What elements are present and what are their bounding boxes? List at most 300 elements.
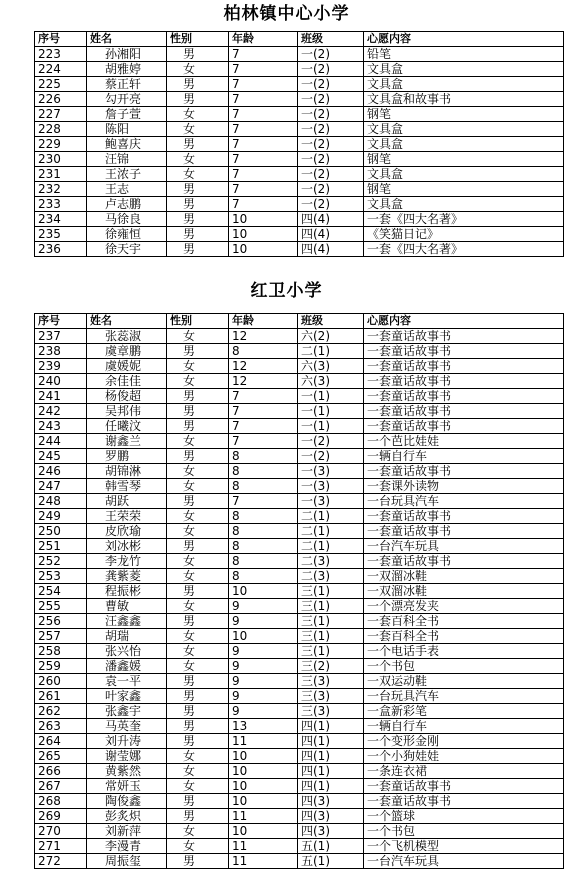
name-cell: 程振彬 xyxy=(87,584,167,599)
sex-cell: 女 xyxy=(167,122,229,137)
column-header: 性别 xyxy=(167,32,229,47)
name-cell: 任曦汶 xyxy=(87,419,167,434)
table-row xyxy=(35,734,564,749)
class-cell: 一(2) xyxy=(298,182,364,197)
name-cell: 周振玺 xyxy=(87,854,167,869)
name-cell: 韩雪琴 xyxy=(87,479,167,494)
class-cell: 四(4) xyxy=(298,212,364,227)
sex-cell: 男 xyxy=(167,704,229,719)
name-cell: 陶俊鑫 xyxy=(87,794,167,809)
column-header: 心愿内容 xyxy=(364,32,564,47)
wish-cell: 一个书包 xyxy=(364,824,564,839)
age-cell: 8 xyxy=(229,464,298,479)
serial-number-cell: 263 xyxy=(35,719,87,734)
sex-cell: 男 xyxy=(167,689,229,704)
table-row xyxy=(35,122,564,137)
wish-cell: 一套《四大名著》 xyxy=(364,242,564,257)
class-cell: 四(1) xyxy=(298,764,364,779)
age-cell: 9 xyxy=(229,689,298,704)
sex-cell: 女 xyxy=(167,824,229,839)
class-cell: 三(3) xyxy=(298,704,364,719)
table-row xyxy=(35,242,564,257)
class-cell: 一(2) xyxy=(298,197,364,212)
sex-cell: 女 xyxy=(167,374,229,389)
age-cell: 10 xyxy=(229,749,298,764)
class-cell: 五(1) xyxy=(298,854,364,869)
name-cell: 袁一平 xyxy=(87,674,167,689)
wish-cell: 一套童话故事书 xyxy=(364,329,564,344)
wish-cell: 一个变形金刚 xyxy=(364,734,564,749)
age-cell: 7 xyxy=(229,389,298,404)
sex-cell: 女 xyxy=(167,659,229,674)
sex-cell: 男 xyxy=(167,719,229,734)
age-cell: 7 xyxy=(229,404,298,419)
sex-cell: 女 xyxy=(167,644,229,659)
serial-number-cell: 249 xyxy=(35,509,87,524)
sex-cell: 女 xyxy=(167,464,229,479)
serial-number-cell: 251 xyxy=(35,539,87,554)
table-row xyxy=(35,329,564,344)
name-cell: 王浓子 xyxy=(87,167,167,182)
wish-cell: 文具盒 xyxy=(364,122,564,137)
serial-number-cell: 267 xyxy=(35,779,87,794)
table-header-row xyxy=(35,314,564,329)
wish-cell: 一台汽车玩具 xyxy=(364,539,564,554)
wish-cell: 文具盒和故事书 xyxy=(364,92,564,107)
class-cell: 四(1) xyxy=(298,749,364,764)
age-cell: 10 xyxy=(229,629,298,644)
class-cell: 四(3) xyxy=(298,794,364,809)
name-cell: 胡跃 xyxy=(87,494,167,509)
name-cell: 皮欣瑜 xyxy=(87,524,167,539)
serial-number-cell: 237 xyxy=(35,329,87,344)
wish-cell: 一盒新彩笔 xyxy=(364,704,564,719)
wish-cell: 文具盒 xyxy=(364,197,564,212)
age-cell: 12 xyxy=(229,329,298,344)
serial-number-cell: 234 xyxy=(35,212,87,227)
serial-number-cell: 269 xyxy=(35,809,87,824)
school-title-bailin: 柏林镇中心小学 xyxy=(223,4,350,24)
sex-cell: 男 xyxy=(167,242,229,257)
class-cell: 三(1) xyxy=(298,629,364,644)
age-cell: 7 xyxy=(229,107,298,122)
wish-cell: 一双溜冰鞋 xyxy=(364,584,564,599)
sex-cell: 女 xyxy=(167,359,229,374)
serial-number-cell: 228 xyxy=(35,122,87,137)
column-header: 姓名 xyxy=(87,32,167,47)
name-cell: 曹敏 xyxy=(87,599,167,614)
class-cell: 一(2) xyxy=(298,77,364,92)
serial-number-cell: 244 xyxy=(35,434,87,449)
serial-number-cell: 242 xyxy=(35,404,87,419)
table-row xyxy=(35,152,564,167)
wish-cell: 一个篮球 xyxy=(364,809,564,824)
serial-number-cell: 257 xyxy=(35,629,87,644)
age-cell: 7 xyxy=(229,137,298,152)
wish-cell: 钢笔 xyxy=(364,152,564,167)
sex-cell: 男 xyxy=(167,47,229,62)
wish-cell: 一套童话故事书 xyxy=(364,419,564,434)
serial-number-cell: 245 xyxy=(35,449,87,464)
serial-number-cell: 241 xyxy=(35,389,87,404)
sex-cell: 男 xyxy=(167,212,229,227)
table-row xyxy=(35,77,564,92)
column-header: 序号 xyxy=(35,32,87,47)
wish-cell: 铅笔 xyxy=(364,47,564,62)
column-header: 年龄 xyxy=(229,314,298,329)
name-cell: 张鑫宇 xyxy=(87,704,167,719)
sex-cell: 女 xyxy=(167,629,229,644)
wish-cell: 文具盒 xyxy=(364,167,564,182)
table-row xyxy=(35,599,564,614)
column-header: 年龄 xyxy=(229,32,298,47)
table-row xyxy=(35,704,564,719)
class-cell: 四(4) xyxy=(298,242,364,257)
table-row xyxy=(35,569,564,584)
name-cell: 刘新萍 xyxy=(87,824,167,839)
wish-cell: 一双溜冰鞋 xyxy=(364,569,564,584)
sex-cell: 女 xyxy=(167,152,229,167)
serial-number-cell: 227 xyxy=(35,107,87,122)
serial-number-cell: 259 xyxy=(35,659,87,674)
sex-cell: 女 xyxy=(167,839,229,854)
serial-number-cell: 262 xyxy=(35,704,87,719)
table-row xyxy=(35,227,564,242)
serial-number-cell: 240 xyxy=(35,374,87,389)
table-row xyxy=(35,479,564,494)
name-cell: 杨俊超 xyxy=(87,389,167,404)
school-title-hongwei: 红卫小学 xyxy=(250,281,323,301)
age-cell: 7 xyxy=(229,167,298,182)
age-cell: 7 xyxy=(229,419,298,434)
name-cell: 余佳佳 xyxy=(87,374,167,389)
serial-number-cell: 255 xyxy=(35,599,87,614)
wish-cell: 一套童话故事书 xyxy=(364,509,564,524)
name-cell: 谢莹娜 xyxy=(87,749,167,764)
class-cell: 四(1) xyxy=(298,734,364,749)
sex-cell: 男 xyxy=(167,92,229,107)
table-row xyxy=(35,554,564,569)
sex-cell: 男 xyxy=(167,389,229,404)
name-cell: 张兴怡 xyxy=(87,644,167,659)
class-cell: 二(1) xyxy=(298,509,364,524)
table-row xyxy=(35,614,564,629)
wish-cell: 一辆自行车 xyxy=(364,449,564,464)
serial-number-cell: 235 xyxy=(35,227,87,242)
sex-cell: 女 xyxy=(167,329,229,344)
name-cell: 卢志鹏 xyxy=(87,197,167,212)
table-row xyxy=(35,674,564,689)
age-cell: 8 xyxy=(229,569,298,584)
age-cell: 11 xyxy=(229,839,298,854)
serial-number-cell: 266 xyxy=(35,764,87,779)
sex-cell: 女 xyxy=(167,434,229,449)
name-cell: 彭炙炽 xyxy=(87,809,167,824)
sex-cell: 男 xyxy=(167,404,229,419)
wish-cell: 一辆自行车 xyxy=(364,719,564,734)
sex-cell: 女 xyxy=(167,167,229,182)
wish-cell: 一套百科全书 xyxy=(364,614,564,629)
table-row xyxy=(35,374,564,389)
table-row xyxy=(35,809,564,824)
serial-number-cell: 264 xyxy=(35,734,87,749)
age-cell: 7 xyxy=(229,182,298,197)
table-row xyxy=(35,539,564,554)
serial-number-cell: 261 xyxy=(35,689,87,704)
table-row xyxy=(35,464,564,479)
sex-cell: 女 xyxy=(167,569,229,584)
wish-cell: 一套童话故事书 xyxy=(364,404,564,419)
wish-cell: 一个书包 xyxy=(364,659,564,674)
age-cell: 9 xyxy=(229,599,298,614)
wish-cell: 《笑猫日记》 xyxy=(364,227,564,242)
serial-number-cell: 246 xyxy=(35,464,87,479)
age-cell: 9 xyxy=(229,674,298,689)
age-cell: 7 xyxy=(229,197,298,212)
name-cell: 胡锦淋 xyxy=(87,464,167,479)
table-row xyxy=(35,689,564,704)
class-cell: 四(1) xyxy=(298,719,364,734)
class-cell: 三(3) xyxy=(298,689,364,704)
class-cell: 三(1) xyxy=(298,599,364,614)
age-cell: 10 xyxy=(229,242,298,257)
sex-cell: 男 xyxy=(167,227,229,242)
column-header: 姓名 xyxy=(87,314,167,329)
wish-cell: 一台汽车玩具 xyxy=(364,854,564,869)
class-cell: 一(1) xyxy=(298,404,364,419)
serial-number-cell: 243 xyxy=(35,419,87,434)
table-row xyxy=(35,854,564,869)
table-row xyxy=(35,719,564,734)
column-header: 班级 xyxy=(298,314,364,329)
age-cell: 10 xyxy=(229,794,298,809)
name-cell: 常妍玉 xyxy=(87,779,167,794)
wish-cell: 一条连衣裙 xyxy=(364,764,564,779)
age-cell: 7 xyxy=(229,92,298,107)
class-cell: 一(2) xyxy=(298,449,364,464)
class-cell: 二(1) xyxy=(298,344,364,359)
name-cell: 徐雍恒 xyxy=(87,227,167,242)
name-cell: 叶家鑫 xyxy=(87,689,167,704)
serial-number-cell: 271 xyxy=(35,839,87,854)
sex-cell: 女 xyxy=(167,764,229,779)
wish-cell: 一套童话故事书 xyxy=(364,359,564,374)
name-cell: 马英奎 xyxy=(87,719,167,734)
wish-cell: 一套童话故事书 xyxy=(364,779,564,794)
serial-number-cell: 253 xyxy=(35,569,87,584)
class-cell: 三(3) xyxy=(298,674,364,689)
name-cell: 胡瑞 xyxy=(87,629,167,644)
name-cell: 王荣荣 xyxy=(87,509,167,524)
name-cell: 王志 xyxy=(87,182,167,197)
age-cell: 8 xyxy=(229,524,298,539)
table-row xyxy=(35,794,564,809)
table-header-row xyxy=(35,32,564,47)
sex-cell: 男 xyxy=(167,584,229,599)
age-cell: 7 xyxy=(229,494,298,509)
class-cell: 四(3) xyxy=(298,824,364,839)
serial-number-cell: 272 xyxy=(35,854,87,869)
table-row xyxy=(35,524,564,539)
serial-number-cell: 256 xyxy=(35,614,87,629)
sex-cell: 男 xyxy=(167,614,229,629)
table-row xyxy=(35,764,564,779)
wish-cell: 一台玩具汽车 xyxy=(364,494,564,509)
class-cell: 一(2) xyxy=(298,62,364,77)
table-row xyxy=(35,839,564,854)
class-cell: 二(3) xyxy=(298,554,364,569)
serial-number-cell: 232 xyxy=(35,182,87,197)
wish-cell: 一个芭比娃娃 xyxy=(364,434,564,449)
column-header: 性别 xyxy=(167,314,229,329)
name-cell: 马徐良 xyxy=(87,212,167,227)
age-cell: 10 xyxy=(229,824,298,839)
wish-cell: 一个漂亮发夹 xyxy=(364,599,564,614)
serial-number-cell: 231 xyxy=(35,167,87,182)
age-cell: 7 xyxy=(229,62,298,77)
class-cell: 一(2) xyxy=(298,152,364,167)
name-cell: 徐天宇 xyxy=(87,242,167,257)
age-cell: 10 xyxy=(229,212,298,227)
serial-number-cell: 254 xyxy=(35,584,87,599)
table-row xyxy=(35,449,564,464)
table-row xyxy=(35,47,564,62)
sex-cell: 男 xyxy=(167,734,229,749)
sex-cell: 男 xyxy=(167,674,229,689)
serial-number-cell: 247 xyxy=(35,479,87,494)
class-cell: 一(2) xyxy=(298,92,364,107)
serial-number-cell: 225 xyxy=(35,77,87,92)
wish-cell: 钢笔 xyxy=(364,107,564,122)
age-cell: 7 xyxy=(229,47,298,62)
name-cell: 潘鑫媛 xyxy=(87,659,167,674)
table-row xyxy=(35,107,564,122)
name-cell: 陈阳 xyxy=(87,122,167,137)
serial-number-cell: 224 xyxy=(35,62,87,77)
wish-cell: 一套童话故事书 xyxy=(364,794,564,809)
name-cell: 刘冰彬 xyxy=(87,539,167,554)
table-row xyxy=(35,659,564,674)
table-row xyxy=(35,824,564,839)
sex-cell: 女 xyxy=(167,554,229,569)
serial-number-cell: 239 xyxy=(35,359,87,374)
name-cell: 虞章鹏 xyxy=(87,344,167,359)
sex-cell: 男 xyxy=(167,182,229,197)
age-cell: 9 xyxy=(229,659,298,674)
wish-cell: 一套童话故事书 xyxy=(364,344,564,359)
name-cell: 李漫青 xyxy=(87,839,167,854)
age-cell: 7 xyxy=(229,434,298,449)
table-row xyxy=(35,419,564,434)
class-cell: 二(1) xyxy=(298,524,364,539)
table-row xyxy=(35,749,564,764)
serial-number-cell: 238 xyxy=(35,344,87,359)
table-row xyxy=(35,389,564,404)
age-cell: 12 xyxy=(229,359,298,374)
wish-cell: 一台玩具汽车 xyxy=(364,689,564,704)
sex-cell: 女 xyxy=(167,599,229,614)
class-cell: 六(2) xyxy=(298,329,364,344)
serial-number-cell: 268 xyxy=(35,794,87,809)
wish-cell: 一套童话故事书 xyxy=(364,554,564,569)
class-cell: 一(3) xyxy=(298,494,364,509)
class-cell: 四(1) xyxy=(298,779,364,794)
table-row xyxy=(35,434,564,449)
sex-cell: 男 xyxy=(167,137,229,152)
column-header: 班级 xyxy=(298,32,364,47)
serial-number-cell: 236 xyxy=(35,242,87,257)
wish-cell: 一套童话故事书 xyxy=(364,524,564,539)
sex-cell: 男 xyxy=(167,419,229,434)
age-cell: 9 xyxy=(229,644,298,659)
table-row xyxy=(35,344,564,359)
sex-cell: 女 xyxy=(167,509,229,524)
class-cell: 三(1) xyxy=(298,614,364,629)
table-row xyxy=(35,629,564,644)
sex-cell: 女 xyxy=(167,479,229,494)
class-cell: 一(1) xyxy=(298,419,364,434)
serial-number-cell: 223 xyxy=(35,47,87,62)
name-cell: 黄紫然 xyxy=(87,764,167,779)
table-row xyxy=(35,584,564,599)
sex-cell: 男 xyxy=(167,494,229,509)
sex-cell: 男 xyxy=(167,77,229,92)
class-cell: 六(3) xyxy=(298,359,364,374)
table-row xyxy=(35,197,564,212)
serial-number-cell: 226 xyxy=(35,92,87,107)
name-cell: 虞媛妮 xyxy=(87,359,167,374)
class-cell: 四(3) xyxy=(298,809,364,824)
age-cell: 8 xyxy=(229,479,298,494)
wish-cell: 一套童话故事书 xyxy=(364,389,564,404)
age-cell: 10 xyxy=(229,584,298,599)
table-row xyxy=(35,644,564,659)
sex-cell: 女 xyxy=(167,62,229,77)
serial-number-cell: 229 xyxy=(35,137,87,152)
serial-number-cell: 230 xyxy=(35,152,87,167)
class-cell: 一(2) xyxy=(298,167,364,182)
age-cell: 13 xyxy=(229,719,298,734)
table-row xyxy=(35,359,564,374)
column-header: 心愿内容 xyxy=(364,314,564,329)
serial-number-cell: 248 xyxy=(35,494,87,509)
class-cell: 三(2) xyxy=(298,659,364,674)
class-cell: 四(4) xyxy=(298,227,364,242)
wish-cell: 文具盒 xyxy=(364,137,564,152)
age-cell: 9 xyxy=(229,704,298,719)
name-cell: 詹子萱 xyxy=(87,107,167,122)
name-cell: 龚紫菱 xyxy=(87,569,167,584)
class-cell: 三(1) xyxy=(298,644,364,659)
serial-number-cell: 258 xyxy=(35,644,87,659)
serial-number-cell: 250 xyxy=(35,524,87,539)
class-cell: 一(3) xyxy=(298,479,364,494)
table-row xyxy=(35,404,564,419)
sex-cell: 女 xyxy=(167,749,229,764)
class-cell: 一(1) xyxy=(298,389,364,404)
serial-number-cell: 252 xyxy=(35,554,87,569)
wish-cell: 一双运动鞋 xyxy=(364,674,564,689)
name-cell: 汪鑫鑫 xyxy=(87,614,167,629)
sex-cell: 女 xyxy=(167,779,229,794)
age-cell: 9 xyxy=(229,614,298,629)
age-cell: 8 xyxy=(229,344,298,359)
name-cell: 鲍喜庆 xyxy=(87,137,167,152)
serial-number-cell: 233 xyxy=(35,197,87,212)
wish-cell: 一套百科全书 xyxy=(364,629,564,644)
sex-cell: 男 xyxy=(167,449,229,464)
name-cell: 谢鑫兰 xyxy=(87,434,167,449)
